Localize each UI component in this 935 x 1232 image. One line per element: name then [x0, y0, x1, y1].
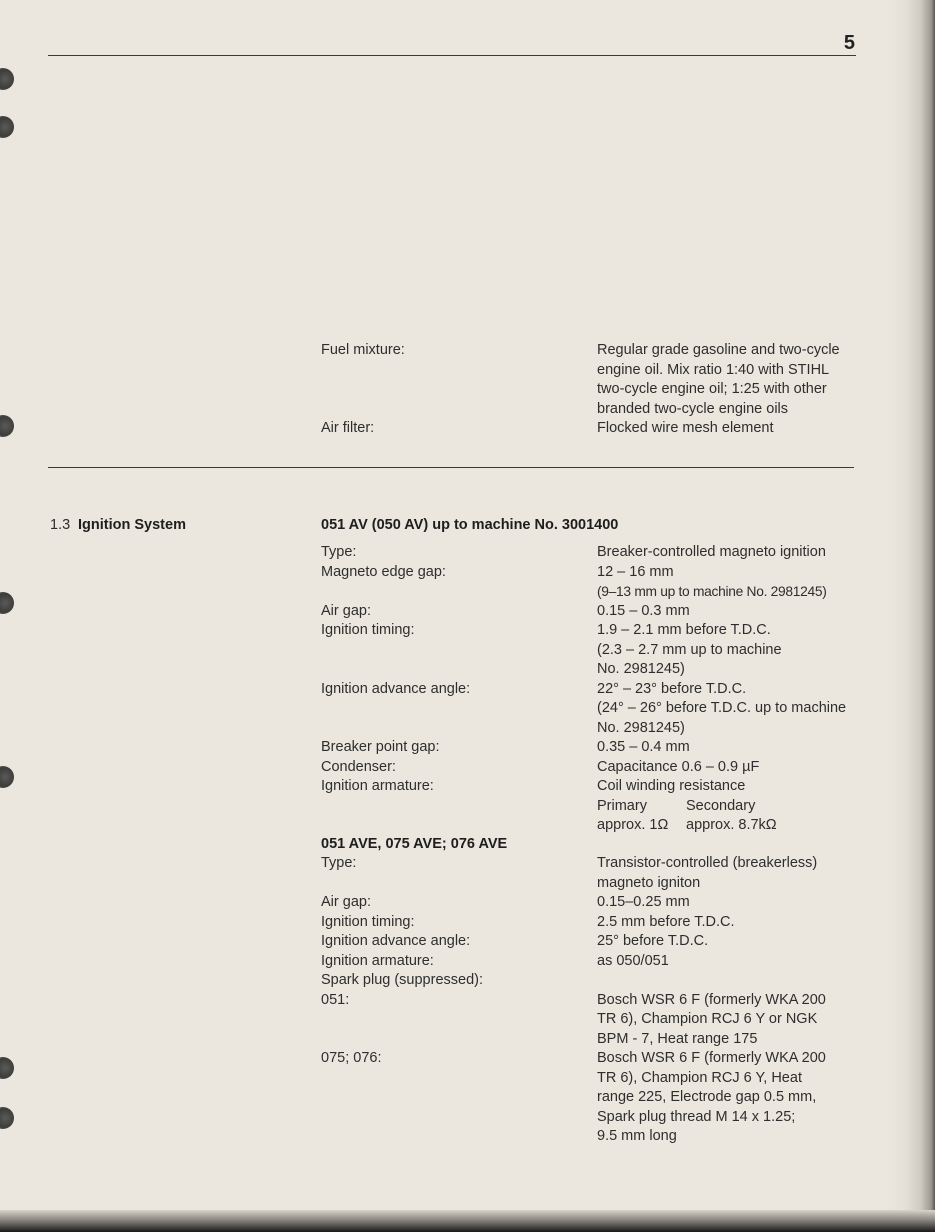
spark-plug-label: Spark plug (suppressed): — [321, 972, 483, 988]
binder-hole — [0, 415, 14, 437]
air-gap-label: Air gap: — [321, 602, 371, 619]
ignition-advance-label: Ignition advance angle: — [321, 680, 471, 697]
ignition-timing-label: Ignition timing: — [321, 913, 415, 930]
air-gap-value: 0.15 – 0.3 mm — [597, 602, 690, 619]
page-edge-shadow — [887, 0, 935, 1232]
type-value: Transistor-controlled (breakerless) — [597, 855, 818, 871]
ignition-armature-value: as 050/051 — [597, 952, 669, 969]
secondary-label: Secondary — [686, 797, 756, 814]
condenser-label: Condenser: — [321, 758, 396, 775]
ignition-timing-label: Ignition timing: — [321, 622, 415, 638]
breaker-point-gap-label: Breaker point gap: — [321, 739, 440, 755]
binder-hole — [0, 1107, 14, 1129]
primary-value: approx. 1Ω — [597, 817, 669, 833]
plug-075-076-line: TR 6), Champion RCJ 6 Y, Heat — [597, 1069, 802, 1086]
ignition-advance-line: (24° – 26° before T.D.C. up to machine — [597, 700, 847, 716]
ignition-armature-label: Ignition armature: — [321, 952, 434, 969]
ignition-timing-line: (2.3 – 2.7 mm up to machine — [597, 641, 782, 658]
ignition-advance-label: Ignition advance angle: — [321, 933, 471, 949]
page-bottom-edge — [0, 1210, 935, 1232]
ignition-timing-line: No. 2981245) — [597, 661, 685, 677]
binder-hole — [0, 68, 14, 90]
subsection-heading: 051 AV (050 AV) up to machine No. 3001400 — [321, 517, 619, 533]
type-value: Breaker-controlled magneto ignition — [597, 544, 826, 560]
subsection-heading: 051 AVE, 075 AVE; 076 AVE — [321, 836, 508, 852]
fuel-mixture-line: two-cycle engine oil; 1:25 with other — [597, 381, 827, 397]
magneto-edge-gap-note: (9–13 mm up to machine No. 2981245) — [597, 584, 827, 599]
secondary-value: approx. 8.7kΩ — [686, 817, 777, 833]
ignition-advance-line: No. 2981245) — [597, 719, 685, 736]
binder-hole — [0, 116, 14, 138]
ignition-armature-label: Ignition armature: — [321, 778, 434, 794]
plug-075-076-line: Spark plug thread M 14 x 1.25; — [597, 1108, 796, 1125]
plug-075-076-label: 075; 076: — [321, 1050, 382, 1066]
ignition-advance-line: 22° – 23° before T.D.C. — [597, 680, 747, 697]
magneto-edge-gap-value: 12 – 16 mm — [597, 563, 674, 580]
section-title: Ignition System — [78, 517, 186, 533]
fuel-mixture-line: engine oil. Mix ratio 1:40 with STIHL — [597, 361, 830, 378]
type-value: magneto igniton — [597, 874, 701, 891]
fuel-mixture-line: Regular grade gasoline and two-cycle — [597, 342, 840, 358]
header-rule — [48, 55, 856, 56]
air-filter-value: Flocked wire mesh element — [597, 420, 774, 436]
page-number: 5 — [843, 32, 855, 54]
breaker-point-gap-value: 0.35 – 0.4 mm — [597, 739, 690, 755]
air-gap-value: 0.15–0.25 mm — [597, 894, 690, 910]
ignition-timing-line: 1.9 – 2.1 mm before T.D.C. — [597, 622, 771, 638]
type-label: Type: — [321, 544, 357, 560]
plug-075-076-line: range 225, Electrode gap 0.5 mm, — [597, 1089, 817, 1105]
ignition-timing-value: 2.5 mm before T.D.C. — [597, 913, 735, 930]
plug-051-line: BPM - 7, Heat range 175 — [597, 1030, 758, 1047]
plug-051-label: 051: — [321, 991, 350, 1008]
primary-label: Primary — [597, 797, 647, 814]
plug-075-076-line: Bosch WSR 6 F (formerly WKA 200 — [597, 1050, 826, 1066]
section-divider — [48, 467, 854, 468]
air-filter-label: Air filter: — [321, 420, 375, 436]
plug-051-line: TR 6), Champion RCJ 6 Y or NGK — [597, 1011, 818, 1027]
plug-075-076-line: 9.5 mm long — [597, 1128, 677, 1144]
binder-hole — [0, 592, 14, 614]
type-label: Type: — [321, 855, 357, 871]
binder-hole — [0, 1057, 14, 1079]
air-gap-label: Air gap: — [321, 894, 371, 910]
ignition-armature-value: Coil winding resistance — [597, 778, 746, 794]
magneto-edge-gap-label: Magneto edge gap: — [321, 563, 446, 580]
condenser-value: Capacitance 0.6 – 0.9 µF — [597, 758, 760, 775]
plug-051-line: Bosch WSR 6 F (formerly WKA 200 — [597, 991, 826, 1008]
ignition-advance-value: 25° before T.D.C. — [597, 933, 709, 949]
section-number: 1.3 — [50, 517, 71, 533]
binder-hole — [0, 766, 14, 788]
fuel-mixture-line: branded two-cycle engine oils — [597, 400, 789, 417]
fuel-mixture-label: Fuel mixture: — [321, 342, 405, 358]
